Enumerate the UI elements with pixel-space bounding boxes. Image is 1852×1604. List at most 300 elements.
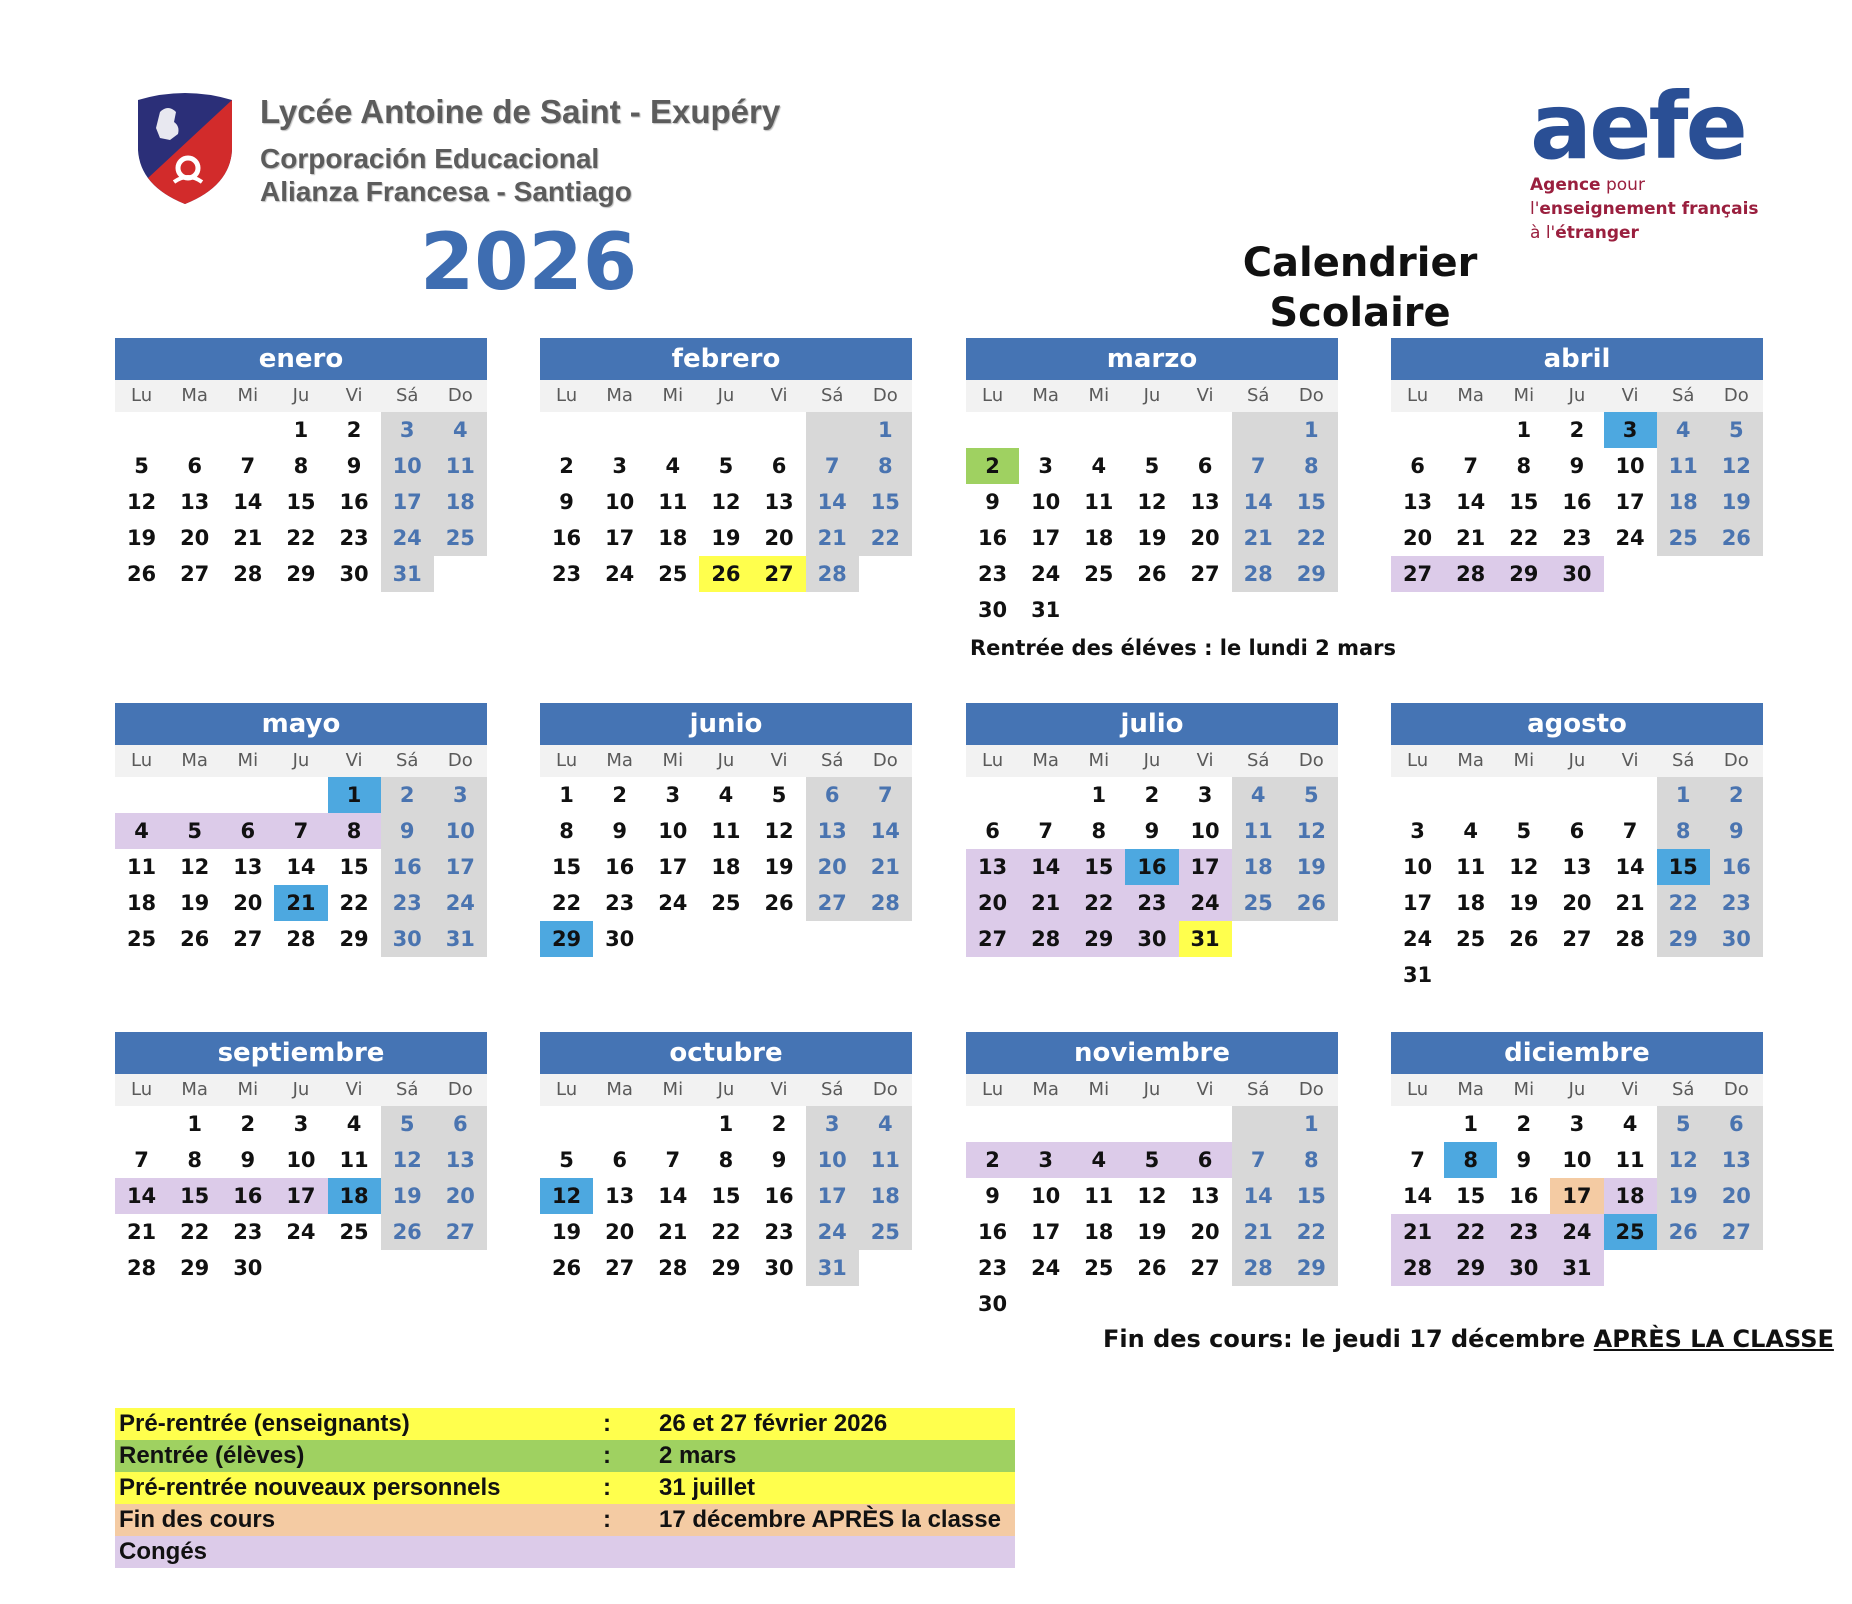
legend-label: Rentrée (élèves): [119, 1442, 305, 1469]
empty-day: [434, 1250, 487, 1286]
empty-day: [1604, 556, 1657, 592]
weekday-header: Ma: [1019, 745, 1072, 777]
day-cell: 22: [1509, 526, 1539, 550]
empty-day: [274, 1250, 327, 1286]
day-cell: 31: [1179, 921, 1232, 957]
day-cell: 21: [658, 1220, 688, 1244]
day-cell: 20: [1562, 891, 1592, 915]
month-day-grid: [966, 745, 1338, 957]
day-cell: 24: [806, 1214, 859, 1250]
month-day-grid: [540, 380, 912, 592]
day-cell: 15: [551, 855, 582, 879]
day-cell: 23: [977, 562, 1008, 586]
day-cell: 20: [1190, 1220, 1220, 1244]
day-cell: 28: [1444, 556, 1497, 592]
day-cell: 8: [293, 454, 309, 478]
day-cell: 13: [434, 1142, 487, 1178]
day-cell: 9: [771, 1148, 787, 1172]
day-cell: 12: [711, 490, 741, 514]
day-cell: 14: [1402, 1184, 1433, 1208]
weekday-header: Ma: [1444, 745, 1497, 777]
day-cell: 27: [434, 1214, 487, 1250]
weekday-header: Do: [1710, 380, 1763, 412]
day-cell: 10: [605, 490, 635, 514]
day-cell: 10: [1562, 1148, 1592, 1172]
day-cell: 27: [966, 921, 1019, 957]
day-cell: 25: [1604, 1214, 1657, 1250]
day-cell: 6: [1179, 1142, 1232, 1178]
empty-day: [540, 412, 593, 448]
day-cell: 23: [1710, 885, 1763, 921]
month-noviembre: [966, 1032, 1338, 1322]
day-cell: 24: [1031, 1256, 1061, 1280]
day-cell: 17: [274, 1178, 327, 1214]
weekday-header: Lu: [540, 1074, 593, 1106]
weekday-header: Vi: [328, 745, 381, 777]
empty-day: [1285, 592, 1338, 628]
day-cell: 22: [286, 526, 316, 550]
empty-day: [1710, 957, 1763, 993]
empty-day: [966, 777, 1019, 813]
weekday-header: Vi: [1604, 745, 1657, 777]
legend-row: [115, 1408, 1015, 1440]
day-cell: 15: [859, 484, 912, 520]
day-cell: 19: [1710, 484, 1763, 520]
empty-day: [1550, 957, 1603, 993]
day-cell: 18: [658, 526, 688, 550]
weekday-header: Sá: [806, 1074, 859, 1106]
day-cell: 16: [339, 490, 369, 514]
month-day-grid: [115, 1074, 487, 1286]
day-cell: 14: [233, 490, 263, 514]
day-cell: 1: [293, 418, 309, 442]
day-cell: 15: [1285, 1178, 1338, 1214]
weekday-header: Lu: [966, 1074, 1019, 1106]
legend-label: Pré-rentrée (enseignants): [119, 1410, 410, 1437]
day-cell: 29: [1444, 1250, 1497, 1286]
day-cell: 15: [168, 1178, 221, 1214]
fin-des-cours-note: Fin des cours: le jeudi 17 décembre APRÈS LA CLASSE: [1103, 1325, 1834, 1353]
day-cell: 29: [540, 921, 593, 957]
day-cell: 14: [1615, 855, 1645, 879]
day-cell: 4: [718, 783, 734, 807]
day-cell: 19: [126, 526, 157, 550]
weekday-header: Mi: [1072, 1074, 1125, 1106]
day-cell: 14: [806, 484, 859, 520]
day-cell: 12: [1137, 490, 1167, 514]
empty-day: [1444, 957, 1497, 993]
day-cell: 17: [1031, 1220, 1061, 1244]
empty-day: [434, 556, 487, 592]
day-cell: 2: [381, 777, 434, 813]
day-cell: 20: [1710, 1178, 1763, 1214]
weekday-header: Lu: [115, 380, 168, 412]
month-junio: [540, 703, 912, 957]
day-cell: 19: [1509, 891, 1539, 915]
aefe-tagline-1: Agence pour: [1530, 175, 1645, 195]
day-cell: 8: [1091, 819, 1107, 843]
day-cell: 30: [605, 927, 635, 951]
aefe-tagline-3: à l'étranger: [1530, 223, 1639, 243]
aefe-logo: [1530, 73, 1760, 243]
day-cell: 6: [434, 1106, 487, 1142]
weekday-header: Mi: [1497, 380, 1550, 412]
day-cell: 19: [711, 526, 741, 550]
month-agosto: [1391, 703, 1763, 993]
empty-day: [593, 412, 646, 448]
day-cell: 9: [985, 490, 1000, 514]
month-title: septiembre: [115, 1032, 487, 1074]
day-cell: 8: [559, 819, 574, 843]
day-cell: 5: [381, 1106, 434, 1142]
weekday-header: Vi: [1604, 380, 1657, 412]
day-cell: 20: [1402, 526, 1433, 550]
weekday-header: Mi: [1497, 745, 1550, 777]
day-cell: 16: [977, 526, 1008, 550]
day-cell: 11: [126, 855, 157, 879]
weekday-header: Sá: [381, 1074, 434, 1106]
day-cell: 28: [1232, 1250, 1285, 1286]
day-cell: 20: [605, 1220, 635, 1244]
weekday-header: Ju: [1125, 1074, 1178, 1106]
day-cell: 1: [1285, 1106, 1338, 1142]
day-cell: 30: [764, 1256, 794, 1280]
month-mayo: [115, 703, 487, 957]
month-title: marzo: [966, 338, 1338, 380]
empty-day: [1072, 592, 1125, 628]
day-cell: 5: [134, 454, 149, 478]
day-cell: 29: [1497, 556, 1550, 592]
empty-day: [168, 412, 221, 448]
empty-day: [1125, 412, 1178, 448]
day-cell: 5: [771, 783, 787, 807]
day-cell: 6: [1197, 454, 1213, 478]
day-cell: 15: [1285, 484, 1338, 520]
day-cell: 19: [1137, 1220, 1167, 1244]
empty-day: [806, 921, 859, 957]
day-cell: 28: [806, 556, 859, 592]
day-cell: 3: [434, 777, 487, 813]
day-cell: 25: [434, 520, 487, 556]
day-cell: 28: [1615, 927, 1645, 951]
empty-day: [1072, 1106, 1125, 1142]
day-cell: 31: [1031, 598, 1061, 622]
day-cell: 30: [1497, 1250, 1550, 1286]
day-cell: 21: [1391, 1214, 1444, 1250]
legend-row: [115, 1472, 1015, 1504]
weekday-header: Lu: [1391, 1074, 1444, 1106]
day-cell: 5: [559, 1148, 574, 1172]
weekday-header: Ju: [699, 1074, 752, 1106]
day-cell: 24: [658, 891, 688, 915]
day-cell: 20: [233, 891, 263, 915]
day-cell: 23: [605, 891, 635, 915]
day-cell: 12: [1137, 1184, 1167, 1208]
day-cell: 13: [1190, 1184, 1220, 1208]
day-cell: 23: [381, 885, 434, 921]
weekday-header: Do: [859, 380, 912, 412]
day-cell: 16: [1562, 490, 1592, 514]
weekday-header: Vi: [753, 745, 806, 777]
school-logo-block: [130, 90, 781, 220]
day-cell: 4: [115, 813, 168, 849]
day-cell: 12: [180, 855, 210, 879]
legend-value: 17 décembre APRÈS la classe: [659, 1506, 1001, 1533]
day-cell: 25: [1456, 927, 1486, 951]
day-cell: 14: [115, 1178, 168, 1214]
day-cell: 7: [1232, 1142, 1285, 1178]
empty-day: [328, 1250, 381, 1286]
day-cell: 20: [1190, 526, 1220, 550]
weekday-header: Sá: [381, 380, 434, 412]
weekday-header: Lu: [540, 745, 593, 777]
day-cell: 19: [764, 855, 794, 879]
day-cell: 1: [328, 777, 381, 813]
day-cell: 12: [1509, 855, 1539, 879]
day-cell: 7: [1038, 819, 1053, 843]
weekday-header: Mi: [221, 1074, 274, 1106]
day-cell: 9: [346, 454, 362, 478]
day-cell: 14: [658, 1184, 688, 1208]
day-cell: 18: [126, 891, 157, 915]
day-cell: 23: [339, 526, 369, 550]
day-cell: 16: [764, 1184, 794, 1208]
legend-colon: :: [603, 1474, 611, 1501]
empty-day: [1391, 412, 1444, 448]
day-cell: 16: [1710, 849, 1763, 885]
empty-day: [1072, 1286, 1125, 1322]
day-cell: 26: [381, 1214, 434, 1250]
weekday-header: Do: [434, 745, 487, 777]
day-cell: 27: [233, 927, 263, 951]
weekday-header: Lu: [1391, 380, 1444, 412]
day-cell: 18: [1456, 891, 1486, 915]
day-cell: 2: [1710, 777, 1763, 813]
day-cell: 7: [1463, 454, 1478, 478]
day-cell: 22: [1444, 1214, 1497, 1250]
weekday-header: Do: [434, 380, 487, 412]
day-cell: 12: [126, 490, 157, 514]
empty-day: [1232, 1286, 1285, 1322]
day-cell: 4: [665, 454, 681, 478]
day-cell: 7: [134, 1148, 149, 1172]
day-cell: 21: [859, 849, 912, 885]
day-cell: 31: [1550, 1250, 1603, 1286]
weekday-header: Lu: [540, 380, 593, 412]
day-cell: 30: [1550, 556, 1603, 592]
day-cell: 20: [434, 1178, 487, 1214]
day-cell: 20: [764, 526, 794, 550]
weekday-header: Do: [434, 1074, 487, 1106]
day-cell: 25: [1657, 520, 1710, 556]
day-cell: 15: [1657, 849, 1710, 885]
empty-day: [115, 777, 168, 813]
day-cell: 15: [1456, 1184, 1486, 1208]
day-cell: 12: [381, 1142, 434, 1178]
day-cell: 7: [665, 1148, 681, 1172]
day-cell: 15: [1072, 849, 1125, 885]
month-title: junio: [540, 703, 912, 745]
day-cell: 31: [434, 921, 487, 957]
day-cell: 17: [806, 1178, 859, 1214]
month-title: octubre: [540, 1032, 912, 1074]
empty-day: [1019, 412, 1072, 448]
day-cell: 5: [168, 813, 221, 849]
day-cell: 17: [1031, 526, 1061, 550]
day-cell: 12: [1285, 813, 1338, 849]
day-cell: 10: [1031, 1184, 1061, 1208]
weekday-header: Mi: [646, 745, 699, 777]
day-cell: 7: [274, 813, 327, 849]
day-cell: 2: [1516, 1112, 1532, 1136]
weekday-header: Lu: [966, 745, 1019, 777]
empty-day: [1179, 1106, 1232, 1142]
day-cell: 21: [806, 520, 859, 556]
weekday-header: Lu: [1391, 745, 1444, 777]
day-cell: 2: [771, 1112, 787, 1136]
empty-day: [859, 1250, 912, 1286]
day-cell: 17: [1402, 891, 1433, 915]
day-cell: 23: [1125, 885, 1178, 921]
day-cell: 19: [381, 1178, 434, 1214]
day-cell: 7: [859, 777, 912, 813]
day-cell: 7: [1232, 448, 1285, 484]
day-cell: 29: [286, 562, 316, 586]
day-cell: 22: [1285, 520, 1338, 556]
day-cell: 6: [1569, 819, 1585, 843]
day-cell: 28: [1232, 556, 1285, 592]
month-day-grid: [1391, 745, 1763, 993]
weekday-header: Sá: [1657, 745, 1710, 777]
weekday-header: Ju: [1550, 380, 1603, 412]
day-cell: 21: [233, 526, 263, 550]
day-cell: 29: [1657, 921, 1710, 957]
day-cell: 10: [1402, 855, 1433, 879]
day-cell: 24: [286, 1220, 316, 1244]
day-cell: 29: [180, 1256, 210, 1280]
day-cell: 11: [658, 490, 688, 514]
day-cell: 29: [1285, 556, 1338, 592]
weekday-header: Ju: [274, 745, 327, 777]
day-cell: 4: [1463, 819, 1478, 843]
day-cell: 10: [434, 813, 487, 849]
empty-day: [1497, 777, 1550, 813]
day-cell: 1: [859, 412, 912, 448]
weekday-header: Sá: [806, 745, 859, 777]
weekday-header: Sá: [1232, 380, 1285, 412]
day-cell: 22: [1657, 885, 1710, 921]
month-septiembre: [115, 1032, 487, 1286]
weekday-header: Lu: [115, 1074, 168, 1106]
legend-value: 26 et 27 février 2026: [659, 1410, 888, 1437]
day-cell: 27: [1190, 1256, 1220, 1280]
day-cell: 11: [1615, 1148, 1645, 1172]
day-cell: 14: [1019, 849, 1072, 885]
weekday-header: Vi: [328, 380, 381, 412]
day-cell: 5: [1657, 1106, 1710, 1142]
weekday-header: Ju: [1125, 380, 1178, 412]
day-cell: 13: [1190, 490, 1220, 514]
day-cell: 17: [658, 855, 688, 879]
empty-day: [1444, 412, 1497, 448]
empty-day: [381, 1250, 434, 1286]
day-cell: 26: [126, 562, 157, 586]
day-cell: 5: [1710, 412, 1763, 448]
day-cell: 17: [381, 484, 434, 520]
empty-day: [753, 921, 806, 957]
weekday-header: Mi: [1497, 1074, 1550, 1106]
day-cell: 14: [286, 855, 316, 879]
day-cell: 25: [1084, 562, 1114, 586]
day-cell: 5: [1144, 454, 1160, 478]
day-cell: 11: [1232, 813, 1285, 849]
day-cell: 11: [1084, 1184, 1114, 1208]
day-cell: 26: [551, 1256, 582, 1280]
day-cell: 13: [806, 813, 859, 849]
empty-day: [221, 412, 274, 448]
empty-day: [1019, 1286, 1072, 1322]
weekday-header: Ma: [593, 380, 646, 412]
day-cell: 14: [1232, 1178, 1285, 1214]
empty-day: [1604, 777, 1657, 813]
day-cell: 2: [559, 454, 574, 478]
day-cell: 9: [1516, 1148, 1532, 1172]
day-cell: 30: [977, 598, 1008, 622]
day-cell: 10: [1031, 490, 1061, 514]
day-cell: 9: [559, 490, 574, 514]
day-cell: 22: [859, 520, 912, 556]
empty-day: [1604, 1250, 1657, 1286]
legend-label: Fin des cours: [119, 1506, 276, 1533]
weekday-header: Sá: [1657, 380, 1710, 412]
weekday-header: Mi: [646, 380, 699, 412]
day-cell: 1: [1285, 412, 1338, 448]
rentree-note: Rentrée des éléves : le lundi 2 mars: [970, 636, 1396, 660]
day-cell: 25: [126, 927, 157, 951]
day-cell: 27: [806, 885, 859, 921]
day-cell: 22: [1285, 1214, 1338, 1250]
day-cell: 29: [1072, 921, 1125, 957]
day-cell: 27: [180, 562, 210, 586]
empty-day: [1179, 1286, 1232, 1322]
day-cell: 24: [1031, 562, 1061, 586]
weekday-header: Sá: [806, 380, 859, 412]
empty-day: [1444, 777, 1497, 813]
legend-label: Congés: [119, 1538, 208, 1565]
day-cell: 3: [293, 1112, 309, 1136]
day-cell: 21: [126, 1220, 157, 1244]
empty-day: [753, 412, 806, 448]
day-cell: 8: [187, 1148, 202, 1172]
day-cell: 11: [1084, 490, 1114, 514]
day-cell: 18: [1084, 526, 1114, 550]
day-cell: 18: [328, 1178, 381, 1214]
day-cell: 18: [434, 484, 487, 520]
month-day-grid: [1391, 380, 1763, 592]
day-cell: 9: [240, 1148, 256, 1172]
day-cell: 3: [806, 1106, 859, 1142]
day-cell: 3: [1604, 412, 1657, 448]
weekday-header: Mi: [1072, 380, 1125, 412]
day-cell: 4: [859, 1106, 912, 1142]
day-cell: 21: [1456, 526, 1486, 550]
day-cell: 1: [1516, 418, 1532, 442]
day-cell: 24: [605, 562, 635, 586]
month-day-grid: [115, 745, 487, 957]
day-cell: 12: [540, 1178, 593, 1214]
day-cell: 3: [1410, 819, 1425, 843]
day-cell: 5: [1285, 777, 1338, 813]
